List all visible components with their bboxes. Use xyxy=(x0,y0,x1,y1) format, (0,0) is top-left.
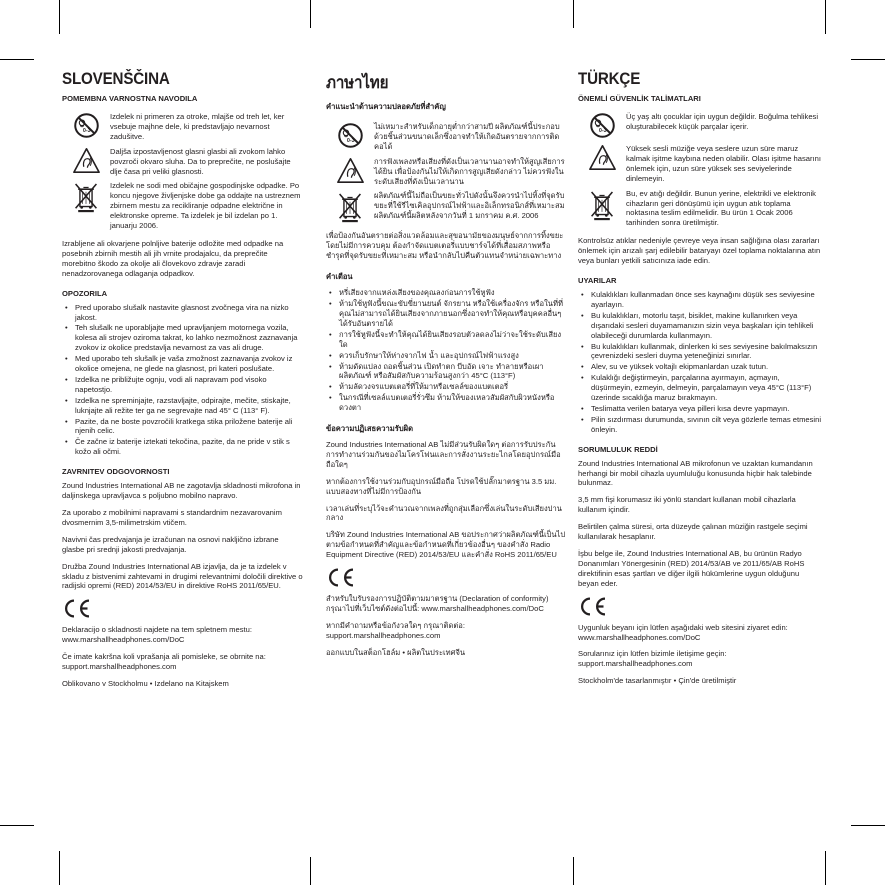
support-contact-text: Sorularınız için lütfen bizimle iletişime geçin: support.marshallheadphones.com xyxy=(578,649,727,669)
crop-mark xyxy=(0,59,34,60)
origin-text: Oblikovano v Stockholmu • Izdelano na Kitajskem xyxy=(62,678,229,688)
safety-heading: POMEMBNA VARNOSTNA NAVODILA xyxy=(62,94,198,103)
weee-crossed-bin-icon xyxy=(589,189,615,221)
safety-heading: คำแนะนำด้านความปลอดภัยที่สำคัญ xyxy=(326,102,446,111)
liability-text: 3,5 mm fişi korumasız iki yönlü standart kullanan mobil cihazlarla kullanım içindir. xyxy=(578,495,796,515)
warning-item: • ห้ามดัดแปลง ถอดชิ้นส่วน เปิดทำตก บีบอัด เจาะ ทำลายหรือเผาผลิตภัณฑ์ หรือสัมผัสกับความร้อนสูงกว่า 45°C (113°F) xyxy=(326,362,566,382)
safety-item xyxy=(326,157,566,187)
hearing-damage-icon xyxy=(588,144,617,171)
crop-mark xyxy=(573,0,574,28)
warnings-list xyxy=(578,290,821,435)
hearing-damage-icon xyxy=(336,157,365,184)
ce-mark-icon xyxy=(326,567,356,588)
warning-item: • ห้ามใช้หูฟังนี้ขณะขับขี่ยานยนต์ จักรยาน หรือใช้เครื่องจักร หรือในที่ที่คุณไม่สามารถได้ยินเสียงจากภายนอกซึ่งอาจทำให้คุณหรือบุคคลอื่นๆ ได้รับอันตรายได้ xyxy=(326,299,566,329)
liability-text: Zound Industries International AB ne zagotavlja skladnosti mikrofona in daljinskega upravljavca s poljubno mobilno napravo. xyxy=(62,481,301,501)
safety-item xyxy=(578,189,821,229)
safety-item xyxy=(578,144,821,184)
liability-text: Belirtilen çalma süresi, orta düzeyde çalınan müziğin rastgele seçimi kullanılarak hesaplanır. xyxy=(578,522,808,542)
crop-mark xyxy=(59,0,60,34)
safety-text: Bu, ev atığı değildir. Bunun yerine, elektrikli ve elektronik cihazların geri dönüşümü için uygun atık toplama noktasına teslim edilmelidir. Bu ürün 1 Ocak 2006 tarihinden sonra üretilmiştir. xyxy=(626,188,816,228)
column-turkish xyxy=(578,70,821,693)
safety-text: การฟังเพลงหรือเสียงที่ดังเป็นเวลานานอาจทำให้สูญเสียการได้ยิน เพื่อป้องกันไม่ให้เกิดการสูญเสียดังกล่าว ไม่ควรฟังในระดับเสียงที่ดังเป็นเวลานาน xyxy=(374,156,565,186)
crop-mark xyxy=(310,857,311,885)
liability-text: Zound Industries International AB ไม่มีส่วนรับผิดใดๆ ต่อการรับประกันการทำงานร่วมกันของไมโครโฟนและการสั่งงานระยะไกลโดยอุปกรณ์มือถือใดๆ xyxy=(326,440,561,469)
warnings-heading: UYARILAR xyxy=(578,275,617,285)
liability-text: หากต้องการใช้งานร่วมกับอุปกรณ์มือถือ โปรดใช้ปลั๊กมาตรฐาน 3.5 มม. แบบสองทางที่ไม่มีการป้องกัน xyxy=(326,476,557,496)
warnings-heading: คำเตือน xyxy=(326,272,353,282)
crop-mark xyxy=(0,825,34,826)
liability-heading: ข้อความปฏิเสธความรับผิด xyxy=(326,424,414,434)
warning-item: • Teh slušalk ne uporabljajte med upravljanjem motornega vozila, kolesa ali strojev oziroma takrat, ko lahko nezmožnost zaznavanja zvokov iz okolice predstavlja nevarnost za vas ali druge. xyxy=(62,323,303,353)
ce-mark-icon xyxy=(578,596,608,617)
safety-item xyxy=(578,112,821,139)
hearing-damage-icon xyxy=(72,147,101,174)
language-title: ภาษาไทย xyxy=(326,74,389,92)
warning-item: • Teslimatta verilen batarya veya pilleri kısa devre yapmayın. xyxy=(578,404,821,414)
crop-mark xyxy=(851,59,885,60)
crop-mark xyxy=(310,0,311,28)
age-restriction-icon xyxy=(73,112,100,139)
warnings-list xyxy=(326,288,566,413)
warning-item: • Alev, su ve yüksek voltajlı ekipmanlardan uzak tutun. xyxy=(578,362,821,372)
warning-item: • Pred uporabo slušalk nastavite glasnost zvočnega vira na nizko jakost. xyxy=(62,303,303,323)
liability-text: Družba Zound Industries International AB izjavlja, da je ta izdelek v skladu z bistvenimi zahtevami in drugimi relevantnimi določili direktive o radijski opremi (RED) 2014/53/EU in direktive RoHS 2011/65/EU. xyxy=(62,561,303,591)
safety-text: Üç yaş altı çocuklar için uygun değildir. Boğulma tehlikesi oluşturabilecek küçük parçalar içerir. xyxy=(626,112,819,131)
warning-item: • Kulaklığı değiştirmeyin, parçalarına ayırmayın, açmayın, düşürmeyin, ezmeyin, delmeyin, parçalamayın veya 45°C (113°F) üzerinde sıcaklığa maruz bırakmayın. xyxy=(578,373,821,403)
language-title: TÜRKÇE xyxy=(578,70,641,88)
warning-item: • Bu kulaklıkları kullanmak, dinlerken ki ses seviyesine bakılmaksızın çevrenizdeki sesleri duyma yeteneğinizi sınırlar. xyxy=(578,342,821,362)
age-restriction-icon xyxy=(589,112,616,139)
crop-mark xyxy=(825,851,826,885)
warning-item: • ห้ามลัดวงจรแบตเตอรี่ที่ให้มาหรือเซลล์ของแบตเตอรี่ xyxy=(326,382,566,392)
warning-item: • Izdelka ne približujte ognju, vodi ali napravam pod visoko napetostjo. xyxy=(62,375,303,395)
warning-item: • ในกรณีที่เซลล์แบตเตอรี่รั่วซึม ห้ามให้ของเหลวสัมผัสกับผิวหนังหรือดวงตา xyxy=(326,393,566,413)
warning-item: • Bu kulaklıkları, motorlu taşıt, bisiklet, makine kullanırken veya dışarıdaki sesleri duyamamanızın sizin veya başkaları için tehlikeli olabileceği durumlarda kullanmayın. xyxy=(578,311,821,341)
warning-item: • Pilin sızdırması durumunda, sıvının cilt veya gözlerle temas etmesini önleyin. xyxy=(578,415,821,435)
declaration-link-text: Deklaracijo o skladnosti najdete na tem spletnem mestu: www.marshallheadphones.com/DoC xyxy=(62,625,252,645)
crop-mark xyxy=(573,857,574,885)
liability-text: บริษัท Zound Industries International AB ขอประกาศว่าผลิตภัณฑ์นี้เป็นไปตามข้อกำหนดที่สำคัญและข้อกำหนดที่เกี่ยวข้องอื่นๆ ของคำสั่ง Radio Equipment Directive (RED) 2014/53/EU และคำสั่ง RoHS 2011/65/EU xyxy=(326,530,566,560)
safety-heading: ÖNEMLİ GÜVENLİK TALİMATLARI xyxy=(578,94,701,103)
crop-mark xyxy=(851,825,885,826)
warning-item: • Med uporabo teh slušalk je vaša zmožnost zaznavanja zvokov iz okolice omejena, ne glede na glasnost, pri kateri poslušate. xyxy=(62,354,303,374)
warning-item: • Izdelka ne spreminjajte, razstavljajte, odpirajte, mečite, stiskajte, luknjajte ali režite ter ga ne segrevajte nad 45° C (113° F). xyxy=(62,396,303,416)
safety-item xyxy=(326,191,566,223)
liability-heading: ZAVRNITEV ODGOVORNOSTI xyxy=(62,467,170,477)
warnings-list xyxy=(62,303,303,458)
weee-crossed-bin-icon xyxy=(73,181,99,213)
liability-text: İşbu belge ile, Zound Industries International AB, bu ürünün Radyo Donanımları Yönergesinin (RED) 2014/53/AB ve 2011/65/AB RoHS direktifinin esas şartları ve diğer ilgili hükümlerine uygun olduğunu beyan eder. xyxy=(578,549,805,588)
liability-heading: SORUMLULUK REDDİ xyxy=(578,444,658,454)
safety-text: ไม่เหมาะสำหรับเด็กอายุต่ำกว่าสามปี ผลิตภัณฑ์นี้ประกอบด้วยชิ้นส่วนขนาดเล็กซึ่งอาจทำให้เกิดอันตรายจากการติดคอได้ xyxy=(374,122,560,151)
warning-item: • การใช้หูฟังนี้จะทำให้คุณได้ยินเสียงรอบตัวลดลงไม่ว่าจะใช้ระดับเสียงใด xyxy=(326,330,566,350)
safety-item xyxy=(62,112,303,142)
warning-item: • Če začne iz baterije iztekati tekočina, pazite, da ne pride v stik s kožo ali očmi. xyxy=(62,437,303,457)
safety-text: ผลิตภัณฑ์นี้ไม่ถือเป็นขยะทั่วไปดังนั้นจึงควรนำไปทิ้งที่จุดรับขยะที่ใช้รีไซเคิลอุปกรณ์ไฟฟ้าและอิเล็กทรอนิกส์ที่เหมาะสม ผลิตภัณฑ์นี้ผลิตหลังจากวันที่ 1 มกราคม ค.ศ. 2006 xyxy=(374,191,565,221)
safety-text: Izdelek ne sodi med običajne gospodinjske odpadke. Po koncu njegove življenjske dobe ga oddajte na ustreznem zbirnem mestu za recikliranje odpadne električne in elektronske opreme. Ta izdelek je bil izdelan po 1. januarju 2006. xyxy=(110,181,301,231)
ce-mark-icon xyxy=(62,598,92,619)
language-title: SLOVENŠČINA xyxy=(62,70,170,88)
origin-text: Stockholm'de tasarlanmıştır • Çin'de üretilmiştir xyxy=(578,676,737,686)
warning-item: • Pazite, da ne boste povzročili kratkega stika priložene baterije ali njenih celic. xyxy=(62,417,303,437)
age-restriction-icon xyxy=(337,122,364,149)
battery-disposal-text: Kontrolsüz atıklar nedeniyle çevreye veya insan sağlığına olası zararları önlemek için arızalı şarj edilebilir bataryayı özel toplama noktalarına atın veya bunları yetkili satıcınıza iade edin. xyxy=(578,236,821,266)
safety-item xyxy=(62,147,303,177)
column-thai xyxy=(326,70,566,665)
crop-mark xyxy=(825,0,826,34)
battery-disposal-text: Izrabljene ali okvarjene polnljive baterije odložite med odpadke na posebnih zbirnih mestih ali jih vrnite prodajalcu, da preprečite morebitno škodo za okolje ali človekovo zdravje zaradi nenadzorovanega odlaganja odpadkov. xyxy=(62,238,284,278)
support-contact-text: หากมีคำถามหรือข้อกังวลใดๆ กรุณาติดต่อ: support.marshallheadphones.com xyxy=(326,620,465,640)
battery-disposal-text: เพื่อป้องกันอันตรายต่อสิ่งแวดล้อมและสุขอนามัยของมนุษย์จากการทิ้งขยะโดยไม่มีการควบคุม ต้องกำจัดแบตเตอรี่แบบชาร์จได้ที่เสื่อมสภาพหรือชำรุดที่จุดรับขยะที่เหมาะสม หรือนำกลับไปคืนตัวแทนจำหน่ายเฉพาะทาง xyxy=(326,231,564,261)
column-slovenian xyxy=(62,70,303,696)
crop-mark xyxy=(59,851,60,885)
warnings-heading: OPOZORILA xyxy=(62,288,108,298)
declaration-link-text: Uygunluk beyanı için lütfen aşağıdaki web sitesini ziyaret edin: www.marshallheadphones.com/DoC xyxy=(578,622,788,642)
safety-text: Daljša izpostavljenost glasni glasbi ali zvokom lahko povzroči okvaro sluha. Da to preprečite, ne poslušajte dlje časa pri veliki glasnosti. xyxy=(110,146,291,176)
liability-text: เวลาเล่นที่ระบุไว้จะคำนวณจากเพลงที่ถูกสุ่มเลือกซึ่งเล่นในระดับเสียงปานกลาง xyxy=(326,503,562,523)
liability-text: Zound Industries International AB mikrofonun ve uzaktan kumandanın herhangi bir mobil cihazla uyumluluğu konusunda hiçbir hak talebinde bulunmaz. xyxy=(578,458,813,488)
declaration-link-text: สำหรับใบรับรองการปฏิบัติตามมาตรฐาน (Declaration of conformity) กรุณาไปที่เว็บไซต์ดังต่อไปนี้: www.marshallheadphones.com/DoC xyxy=(326,594,549,613)
warning-item: • Kulaklıkları kullanmadan önce ses kaynağını düşük ses seviyesine ayarlayın. xyxy=(578,290,821,310)
safety-text: Yüksek sesli müziğe veya seslere uzun süre maruz kalmak işitme kaybına neden olabilir. Olası işitme hasarını önlemek için, uzun süre yüksek ses seviyelerinde dinlemeyin. xyxy=(626,144,821,183)
support-contact-text: Če imate kakršna koli vprašanja ali pomisleke, se obrnite na: support.marshallheadphones.com xyxy=(62,652,266,672)
safety-item xyxy=(326,122,566,152)
weee-crossed-bin-icon xyxy=(337,191,363,223)
origin-text: ออกแบบในสต็อกโฮล์ม • ผลิตในประเทศจีน xyxy=(326,647,466,657)
safety-text: Izdelek ni primeren za otroke, mlajše od treh let, ker vsebuje majhne dele, ki predstavljajo nevarnost zadušitve. xyxy=(110,112,285,141)
liability-text: Za uporabo z mobilnimi napravami s standardnim nezavarovanim dvosmernim 3,5-milimetrskim vtičem. xyxy=(62,508,282,527)
warning-item: • ควรเก็บรักษาให้ห่างจากไฟ น้ำ และอุปกรณ์ไฟฟ้าแรงสูง xyxy=(326,351,566,361)
liability-text: Navivni čas predvajanja je izračunan na osnovi nakljično izbrane glasbe pri srednji jakosti predvajanja. xyxy=(62,534,279,554)
warning-item: • หรี่เสียงจากแหล่งเสียงของคุณลงก่อนการใช้หูฟัง xyxy=(326,288,566,298)
safety-item xyxy=(62,181,303,231)
